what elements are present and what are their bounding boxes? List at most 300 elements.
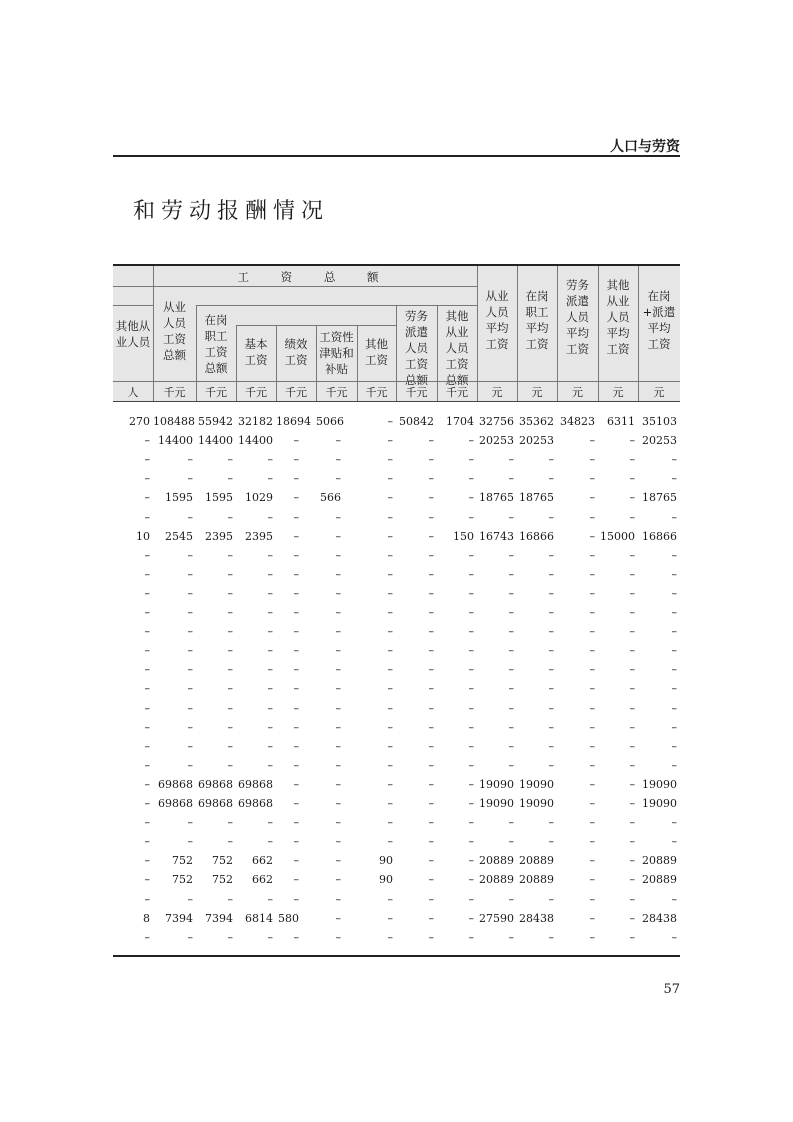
table-cell: – [589, 472, 595, 486]
table-cell: – [144, 434, 150, 448]
table-cell: – [468, 548, 474, 562]
table-cell: 27590 [479, 911, 514, 925]
table-cell: – [387, 682, 393, 696]
table-cell: – [629, 491, 635, 505]
table-cell: – [387, 835, 393, 849]
table-cell: 69868 [238, 797, 273, 810]
table-cell: – [187, 701, 193, 715]
table-cell: 752 [212, 854, 233, 868]
table-cell: 14400 [238, 434, 273, 448]
table-cell: – [387, 797, 393, 810]
unit-cell: 千元 [365, 386, 388, 399]
col-header-other-wage: 其他工资 [365, 337, 388, 367]
table-cell: – [267, 720, 273, 734]
page-number: 57 [663, 982, 680, 997]
table-cell: – [508, 892, 514, 906]
table-cell: – [227, 701, 233, 715]
table-cell: – [671, 892, 677, 906]
table-cell: – [267, 739, 273, 753]
table-cell: – [428, 835, 434, 849]
col-header-basic-wage: 基本工资 [244, 337, 268, 367]
table-cell: – [387, 491, 393, 505]
table-cell: – [144, 663, 150, 677]
table-cell: – [267, 586, 273, 600]
table-cell: 50842 [399, 415, 434, 428]
table-cell: – [187, 548, 193, 562]
table-cell: – [293, 930, 299, 944]
table-cell: – [387, 758, 393, 772]
table-cell: – [428, 701, 434, 715]
group-header-wage-total: 工 资 总 额 [237, 270, 393, 284]
table-cell: 28438 [519, 911, 554, 925]
table-cell: – [335, 911, 341, 925]
table-cell: – [293, 816, 299, 830]
unit-cell: 元 [572, 386, 583, 399]
table-cell: – [629, 854, 635, 868]
table-cell: – [589, 510, 595, 524]
table-cell: – [671, 567, 677, 581]
table-cell: – [468, 434, 474, 448]
table-cell: 19090 [479, 797, 514, 810]
table-cell: – [589, 720, 595, 734]
table-row [113, 412, 680, 431]
table-cell: – [508, 625, 514, 639]
table-row [113, 737, 680, 756]
table-cell: – [187, 739, 193, 753]
grid-line [153, 286, 477, 287]
table-cell: – [548, 682, 554, 696]
col-header-other-employee-avg-wage: 其他从业人员平均工资 [606, 278, 630, 356]
table-cell: – [227, 548, 233, 562]
table-cell: – [468, 758, 474, 772]
table-cell: 19090 [519, 777, 554, 791]
table-cell: – [335, 758, 341, 772]
table-cell: – [144, 644, 150, 658]
table-cell: 662 [252, 854, 273, 868]
table-cell: – [335, 510, 341, 524]
table-cell: – [335, 816, 341, 830]
col-header-dispatch-wage-total: 劳务派遣人员工资总额 [405, 309, 428, 387]
table-cell: – [548, 701, 554, 715]
table-cell: – [589, 758, 595, 772]
table-cell: – [144, 720, 150, 734]
table-cell: – [428, 873, 434, 887]
table-cell: – [144, 930, 150, 944]
table-cell: – [227, 739, 233, 753]
table-cell: – [335, 586, 341, 600]
table-cell: – [629, 434, 635, 448]
table-cell: 69868 [198, 777, 233, 791]
table-cell: – [387, 720, 393, 734]
table-row [113, 565, 680, 584]
table-cell: – [293, 567, 299, 581]
table-cell: – [428, 567, 434, 581]
table-cell: 35103 [642, 415, 677, 428]
table-cell: 662 [252, 873, 273, 887]
table-cell: – [671, 548, 677, 562]
table-cell: – [387, 892, 393, 906]
table-cell: – [468, 567, 474, 581]
unit-cell: 元 [531, 386, 543, 399]
table-cell: 15000 [600, 529, 635, 543]
table-cell: – [548, 816, 554, 830]
table-cell: – [387, 567, 393, 581]
table-cell: – [293, 510, 299, 524]
table-cell: – [387, 663, 393, 677]
grid-line [113, 286, 153, 287]
table-cell: – [227, 510, 233, 524]
table-cell: – [548, 720, 554, 734]
unit-cell: 元 [491, 386, 503, 399]
table-cell: – [671, 644, 677, 658]
table-cell: – [468, 472, 474, 486]
table-cell: – [629, 777, 635, 791]
table-cell: – [293, 835, 299, 849]
table-cell: – [548, 510, 554, 524]
table-cell: – [387, 625, 393, 639]
table-cell: – [428, 720, 434, 734]
table-cell: 8 [143, 911, 150, 925]
table-cell: – [227, 453, 233, 467]
table-cell: – [428, 472, 434, 486]
table-cell: – [629, 625, 635, 639]
grid-line [196, 305, 477, 306]
table-cell: – [187, 816, 193, 830]
table-cell: – [293, 472, 299, 486]
table-cell: – [508, 701, 514, 715]
table-cell: – [671, 720, 677, 734]
table-cell: – [387, 644, 393, 658]
table-cell: – [267, 567, 273, 581]
table-cell: – [428, 548, 434, 562]
table-cell: – [144, 816, 150, 830]
table-cell: – [468, 625, 474, 639]
table-cell: – [428, 434, 434, 448]
table-cell: – [589, 873, 595, 887]
table-cell: – [629, 835, 635, 849]
table-cell: 5066 [316, 415, 344, 428]
table-cell: – [629, 510, 635, 524]
table-cell: – [335, 873, 341, 887]
table-cell: 32756 [479, 415, 514, 428]
table-cell: 90 [379, 854, 393, 868]
table-cell: 14400 [198, 434, 233, 448]
table-cell: – [589, 892, 595, 906]
table-cell: – [144, 777, 150, 791]
table-cell: 90 [379, 873, 393, 887]
table-cell: – [671, 701, 677, 715]
table-cell: – [468, 911, 474, 925]
table-row [113, 679, 680, 698]
table-cell: – [548, 739, 554, 753]
table-cell: – [144, 854, 150, 868]
unit-cell: 千元 [325, 386, 348, 399]
table-cell: – [671, 625, 677, 639]
table-cell: – [468, 606, 474, 619]
table-cell: 35362 [519, 415, 554, 428]
unit-cell: 人 [127, 386, 139, 399]
table-cell: – [335, 625, 341, 639]
table-cell: – [508, 663, 514, 677]
table-cell: – [293, 892, 299, 906]
table-cell: 18765 [519, 491, 554, 505]
col-header-employee-avg-wage: 从业人员平均工资 [485, 289, 509, 351]
table-cell: – [187, 892, 193, 906]
table-row [113, 775, 680, 794]
table-cell: 20889 [642, 873, 677, 887]
table-cell: – [187, 586, 193, 600]
table-cell: – [428, 529, 434, 543]
table-cell: 1595 [205, 491, 233, 505]
table-cell: 752 [172, 873, 193, 887]
table-cell: – [428, 453, 434, 467]
table-top-rule [113, 264, 680, 266]
table-cell: – [335, 777, 341, 791]
table-cell: – [335, 472, 341, 486]
table-cell: 6814 [245, 911, 273, 925]
table-cell: – [468, 930, 474, 944]
table-cell: – [187, 453, 193, 467]
table-cell: – [468, 663, 474, 677]
table-cell: – [187, 930, 193, 944]
table-cell: – [428, 758, 434, 772]
table-cell: – [629, 567, 635, 581]
table-cell: 16743 [479, 529, 514, 543]
table-cell: – [293, 682, 299, 696]
table-cell: – [629, 720, 635, 734]
table-cell: – [335, 835, 341, 849]
col-header-other-employee-wage-total: 其他从业人员工资总额 [445, 309, 469, 387]
table-cell: – [227, 930, 233, 944]
table-cell: – [671, 682, 677, 696]
table-cell: – [144, 758, 150, 772]
col-header-staff-wage-total: 在岗职工工资总额 [204, 313, 228, 375]
col-header-allowances: 工资性津贴和补贴 [319, 330, 354, 376]
table-cell: – [589, 854, 595, 868]
table-cell: – [267, 548, 273, 562]
table-cell: – [335, 529, 341, 543]
table-cell: – [428, 816, 434, 830]
table-cell: – [508, 548, 514, 562]
table-cell: – [144, 586, 150, 600]
table-cell: – [335, 930, 341, 944]
table-cell: – [428, 586, 434, 600]
table-cell: – [293, 854, 299, 868]
table-cell: – [589, 682, 595, 696]
table-cell: – [227, 586, 233, 600]
table-cell: – [227, 663, 233, 677]
table-cell: – [589, 567, 595, 581]
table-cell: – [293, 491, 299, 505]
table-cell: – [629, 892, 635, 906]
table-cell: – [548, 606, 554, 619]
table-cell: 19090 [519, 797, 554, 810]
table-cell: – [671, 930, 677, 944]
table-cell: – [293, 739, 299, 753]
table-cell: – [508, 606, 514, 619]
table-cell: – [508, 510, 514, 524]
table-cell: – [227, 567, 233, 581]
table-cell: – [293, 777, 299, 791]
table-row [113, 527, 680, 546]
unit-cell: 千元 [245, 386, 267, 399]
table-cell: 108488 [153, 415, 195, 428]
table-cell: – [144, 835, 150, 849]
table-row [113, 660, 680, 679]
table-row [113, 584, 680, 603]
table-cell: – [671, 586, 677, 600]
table-cell: – [227, 606, 233, 619]
table-cell: – [335, 892, 341, 906]
table-cell: – [387, 606, 393, 619]
table-cell: – [629, 797, 635, 810]
table-cell: – [508, 567, 514, 581]
table-cell: 752 [212, 873, 233, 887]
table-cell: 20253 [479, 434, 514, 448]
table-cell: – [428, 625, 434, 639]
table-cell: 1029 [245, 491, 273, 505]
table-header-rule [113, 401, 680, 402]
table-cell: – [335, 453, 341, 467]
table-cell: 19090 [642, 777, 677, 791]
table-cell: – [387, 911, 393, 925]
table-cell: – [387, 453, 393, 467]
table-cell: – [267, 663, 273, 677]
col-header-performance-wage: 绩效工资 [284, 337, 308, 367]
unit-cell: 千元 [285, 386, 307, 399]
table-cell: – [428, 797, 434, 810]
table-cell: – [144, 739, 150, 753]
table-cell: – [548, 453, 554, 467]
table-cell: 19090 [479, 777, 514, 791]
table-cell: – [508, 816, 514, 830]
unit-cell: 千元 [405, 386, 428, 399]
table-cell: – [187, 720, 193, 734]
table-cell: – [227, 816, 233, 830]
table-cell: – [589, 548, 595, 562]
table-cell: 32182 [238, 415, 273, 428]
table-cell: – [671, 835, 677, 849]
table-cell: – [387, 434, 393, 448]
table-cell: – [589, 663, 595, 677]
table-cell: – [589, 586, 595, 600]
table-cell: – [144, 701, 150, 715]
table-cell: – [629, 911, 635, 925]
table-cell: – [671, 816, 677, 830]
grid-line [236, 325, 396, 326]
unit-cell: 元 [653, 386, 665, 399]
table-row [113, 718, 680, 737]
col-header-employee-wage-total: 从业人员工资总额 [163, 300, 186, 362]
table-row [113, 641, 680, 660]
table-cell: 28438 [642, 911, 677, 925]
table-cell: – [468, 816, 474, 830]
table-cell: – [671, 663, 677, 677]
table-cell: – [187, 663, 193, 677]
table-cell: – [144, 873, 150, 887]
table-cell: – [629, 930, 635, 944]
table-cell: – [629, 873, 635, 887]
table-cell: – [293, 529, 299, 543]
table-cell: 270 [129, 415, 150, 428]
table-cell: – [548, 567, 554, 581]
table-cell: – [629, 682, 635, 696]
table-cell: 20889 [479, 873, 514, 887]
table-cell: – [468, 682, 474, 696]
table-cell: – [187, 835, 193, 849]
table-cell: – [387, 930, 393, 944]
table-cell: – [293, 644, 299, 658]
table-cell: – [267, 816, 273, 830]
table-cell: – [227, 682, 233, 696]
unit-cell: 元 [612, 386, 624, 399]
table-cell: – [293, 797, 299, 810]
table-cell: – [508, 472, 514, 486]
table-cell: – [629, 816, 635, 830]
table-cell: – [671, 510, 677, 524]
table-cell: – [267, 682, 273, 696]
table-cell: – [293, 548, 299, 562]
table-cell: – [187, 644, 193, 658]
table-cell: – [267, 625, 273, 639]
table-cell: – [227, 892, 233, 906]
col-header-dispatch-avg-wage: 劳务派遣人员平均工资 [566, 278, 589, 356]
table-cell: – [335, 720, 341, 734]
table-cell: – [589, 911, 595, 925]
table-cell: – [468, 701, 474, 715]
table-row [113, 469, 680, 488]
table-cell: – [293, 606, 299, 619]
table-cell: – [428, 510, 434, 524]
table-cell: – [548, 892, 554, 906]
table-cell: – [428, 777, 434, 791]
table-row [113, 851, 680, 870]
unit-cell: 千元 [446, 386, 468, 399]
table-cell: – [293, 453, 299, 467]
table-cell: – [335, 663, 341, 677]
table-cell: – [629, 586, 635, 600]
table-cell: – [589, 701, 595, 715]
table-cell: – [335, 854, 341, 868]
table-cell: – [548, 835, 554, 849]
table-row [113, 699, 680, 718]
grid-line [113, 305, 153, 306]
table-cell: – [548, 548, 554, 562]
table-row [113, 756, 680, 775]
table-cell: – [144, 510, 150, 524]
table-cell: 69868 [238, 777, 273, 791]
table-cell: – [387, 529, 393, 543]
unit-cell: 千元 [163, 386, 186, 399]
table-cell: 20253 [519, 434, 554, 448]
table-cell: – [428, 930, 434, 944]
table-cell: – [508, 720, 514, 734]
table-cell: – [227, 644, 233, 658]
table-cell: – [144, 491, 150, 505]
table-cell: 752 [172, 854, 193, 868]
table-cell: – [629, 606, 635, 619]
col-header-staff-avg-wage: 在岗职工平均工资 [525, 289, 549, 351]
table-cell: – [508, 835, 514, 849]
table-cell: 34823 [560, 415, 595, 428]
table-cell: – [387, 415, 393, 428]
table-cell: – [267, 758, 273, 772]
table-cell: – [267, 644, 273, 658]
table-cell: – [144, 625, 150, 639]
table-cell: – [227, 835, 233, 849]
table-cell: 2395 [245, 529, 273, 543]
table-cell: – [267, 472, 273, 486]
